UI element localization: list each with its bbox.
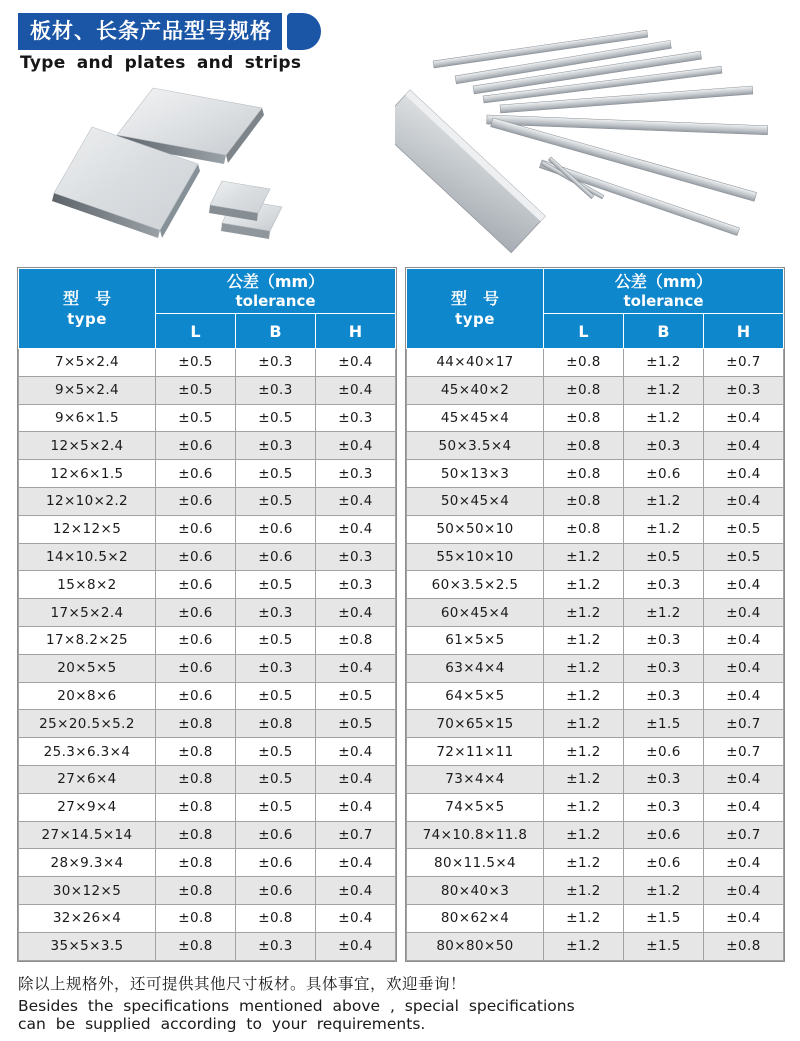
tolerance-cell: ±0.6 [236,515,316,543]
tolerance-cell: ±0.5 [236,460,316,488]
tolerance-cell: ±0.6 [156,487,236,515]
col-header-b: B [624,314,704,349]
table-row [407,654,784,682]
type-cell: 50×3.5×4 [407,432,544,460]
tolerance-label-zh: 公差（mm） [614,271,713,291]
tolerance-cell: ±0.4 [316,738,396,766]
spec-table-right [406,268,784,961]
tolerance-cell: ±1.2 [624,877,704,905]
tolerance-cell: ±0.3 [236,349,316,377]
tolerance-cell: ±0.3 [236,599,316,627]
tolerance-cell: ±0.8 [236,710,316,738]
col-header-h: H [316,314,396,349]
type-cell: 73×4×4 [407,765,544,793]
table-row [19,349,396,377]
tolerance-cell: ±0.4 [704,404,784,432]
tolerance-cell: ±0.4 [704,877,784,905]
tolerance-cell: ±0.3 [236,376,316,404]
table-row [407,849,784,877]
type-cell: 70×65×15 [407,710,544,738]
type-cell: 27×14.5×14 [19,821,156,849]
type-cell: 72×11×11 [407,738,544,766]
type-cell: 20×8×6 [19,682,156,710]
col-header-l: L [156,314,236,349]
type-cell: 60×3.5×2.5 [407,571,544,599]
tolerance-cell: ±0.4 [704,432,784,460]
title-banner [18,13,321,50]
tolerance-cell: ±0.4 [316,849,396,877]
type-cell: 27×9×4 [19,793,156,821]
type-cell: 12×6×1.5 [19,460,156,488]
tolerance-cell: ±0.5 [236,487,316,515]
tolerance-cell: ±0.3 [624,432,704,460]
tolerance-label-en: tolerance [623,291,704,310]
type-label-zh: 型 号 [62,288,111,308]
tolerance-cell: ±1.2 [624,599,704,627]
tolerance-cell: ±0.4 [704,626,784,654]
type-cell: 25×20.5×5.2 [19,710,156,738]
type-cell: 74×10.8×11.8 [407,821,544,849]
tolerance-label-en: tolerance [235,291,316,310]
type-cell: 14×10.5×2 [19,543,156,571]
type-cell: 80×80×50 [407,932,544,960]
tolerance-cell: ±0.4 [316,599,396,627]
tolerance-cell: ±0.3 [236,654,316,682]
type-cell: 32×26×4 [19,904,156,932]
tolerance-cell: ±0.6 [624,821,704,849]
tolerance-cell: ±0.8 [156,849,236,877]
type-label-en: type [67,310,107,329]
plates-photo [40,75,390,270]
page-title: 板材、长条产品型号规格 [18,13,282,50]
type-cell: 60×45×4 [407,599,544,627]
tolerance-cell: ±0.4 [316,877,396,905]
tolerance-cell: ±0.3 [316,543,396,571]
table-row [407,904,784,932]
type-cell: 17×8.2×25 [19,626,156,654]
tolerance-cell: ±0.3 [624,682,704,710]
tolerance-cell: ±0.4 [316,515,396,543]
type-cell: 63×4×4 [407,654,544,682]
tolerance-cell: ±0.8 [156,904,236,932]
type-column-header [407,269,544,349]
table-row [19,404,396,432]
tolerance-cell: ±0.4 [316,904,396,932]
tolerance-cell: ±1.2 [544,682,624,710]
spec-table-left [18,268,396,961]
tolerance-cell: ±0.7 [704,738,784,766]
tolerance-cell: ±0.4 [704,571,784,599]
type-cell: 9×6×1.5 [19,404,156,432]
tolerance-cell: ±1.2 [544,932,624,960]
table-header [407,269,784,349]
banner-cap-decoration [287,13,321,50]
footer-note [18,972,578,1034]
table-row [407,543,784,571]
tolerance-cell: ±1.2 [544,654,624,682]
footer-note-en-line1: Besides the specifications mentioned above , special specifications [18,997,575,1015]
tolerance-cell: ±0.6 [156,571,236,599]
table-row [407,710,784,738]
tolerance-cell: ±0.4 [704,654,784,682]
tolerance-cell: ±1.2 [544,821,624,849]
tolerance-cell: ±0.5 [704,543,784,571]
table-row [19,849,396,877]
tolerance-cell: ±1.2 [624,404,704,432]
tolerance-label-zh: 公差（mm） [226,271,325,291]
table-row [407,432,784,460]
tolerance-column-header [156,269,396,314]
type-label-zh: 型 号 [450,288,499,308]
tolerance-cell: ±1.5 [624,904,704,932]
tolerance-cell: ±0.8 [316,626,396,654]
table-row [19,571,396,599]
tolerance-cell: ±0.3 [624,793,704,821]
tolerance-cell: ±0.8 [544,432,624,460]
tolerance-cell: ±0.5 [704,515,784,543]
tolerance-cell: ±0.7 [704,710,784,738]
tolerance-cell: ±0.8 [544,376,624,404]
type-cell: 15×8×2 [19,571,156,599]
type-cell: 44×40×17 [407,349,544,377]
tolerance-cell: ±0.6 [156,682,236,710]
table-row [19,654,396,682]
type-cell: 50×13×3 [407,460,544,488]
table-row [19,376,396,404]
table-row [19,793,396,821]
tolerance-cell: ±0.7 [704,349,784,377]
tolerance-cell: ±0.8 [704,932,784,960]
type-cell: 12×12×5 [19,515,156,543]
table-header [19,269,396,349]
table-row [407,738,784,766]
tolerance-cell: ±0.4 [316,376,396,404]
tolerance-cell: ±0.6 [236,849,316,877]
tolerance-cell: ±0.8 [544,515,624,543]
table-row [407,349,784,377]
tolerance-cell: ±0.8 [156,765,236,793]
tolerance-cell: ±0.8 [544,349,624,377]
type-cell: 30×12×5 [19,877,156,905]
table-row [407,599,784,627]
table-row [407,765,784,793]
table-row [19,765,396,793]
tolerance-cell: ±0.3 [316,460,396,488]
metal-bar [395,90,545,253]
col-header-h: H [704,314,784,349]
tolerance-cell: ±0.3 [624,765,704,793]
tolerance-cell: ±0.4 [316,654,396,682]
tolerance-cell: ±0.5 [236,738,316,766]
table-row [19,932,396,960]
table-row [407,793,784,821]
tolerance-cell: ±0.4 [704,599,784,627]
type-cell: 35×5×3.5 [19,932,156,960]
table-row [19,432,396,460]
table-row [407,877,784,905]
type-cell: 80×11.5×4 [407,849,544,877]
tolerance-cell: ±1.2 [624,349,704,377]
type-cell: 27×6×4 [19,765,156,793]
tolerance-cell: ±0.8 [156,793,236,821]
tolerance-cell: ±1.2 [544,571,624,599]
table-row [19,738,396,766]
table-row [19,626,396,654]
type-cell: 80×40×3 [407,877,544,905]
tolerance-cell: ±0.5 [156,376,236,404]
tolerance-cell: ±0.4 [704,793,784,821]
table-row [407,515,784,543]
type-cell: 45×40×2 [407,376,544,404]
type-cell: 7×5×2.4 [19,349,156,377]
tolerance-cell: ±0.4 [704,682,784,710]
tolerance-cell: ±0.4 [316,349,396,377]
strips-photo [395,8,800,253]
tolerance-cell: ±1.2 [544,877,624,905]
type-cell: 50×50×10 [407,515,544,543]
tolerance-cell: ±0.3 [316,571,396,599]
tolerance-cell: ±0.5 [316,682,396,710]
tolerance-cell: ±0.6 [236,877,316,905]
tolerance-cell: ±0.6 [624,738,704,766]
tolerance-cell: ±0.7 [704,821,784,849]
footer-note-zh: 除以上规格外，还可提供其他尺寸板材。具体事宜，欢迎垂询！ [18,975,467,993]
table-row [407,932,784,960]
type-cell: 12×5×2.4 [19,432,156,460]
page-subtitle: Type and plates and strips [20,53,302,73]
tolerance-cell: ±0.5 [236,571,316,599]
tolerance-cell: ±0.5 [624,543,704,571]
tolerance-cell: ±1.2 [544,904,624,932]
table-row [19,599,396,627]
tolerance-cell: ±1.5 [624,932,704,960]
type-cell: 50×45×4 [407,487,544,515]
table-row [407,571,784,599]
tolerance-cell: ±0.8 [156,932,236,960]
tolerance-cell: ±1.2 [624,515,704,543]
table-row [19,487,396,515]
tolerance-cell: ±0.5 [236,404,316,432]
tolerance-cell: ±0.4 [316,487,396,515]
tolerance-cell: ±0.3 [624,654,704,682]
type-cell: 17×5×2.4 [19,599,156,627]
type-cell: 80×62×4 [407,904,544,932]
tolerance-cell: ±0.6 [156,543,236,571]
table-row [19,710,396,738]
table-row [407,404,784,432]
tolerance-cell: ±0.5 [236,793,316,821]
table-row [407,821,784,849]
type-column-header [19,269,156,349]
type-cell: 12×10×2.2 [19,487,156,515]
type-cell: 61×5×5 [407,626,544,654]
tolerance-cell: ±0.6 [624,849,704,877]
tolerance-cell: ±0.6 [156,460,236,488]
tolerance-cell: ±1.2 [544,543,624,571]
tolerance-cell: ±0.6 [236,821,316,849]
tolerance-cell: ±0.4 [704,904,784,932]
tolerance-cell: ±0.4 [704,460,784,488]
tolerance-cell: ±0.4 [704,487,784,515]
type-cell: 74×5×5 [407,793,544,821]
tolerance-cell: ±0.4 [704,849,784,877]
type-label-en: type [455,310,495,329]
type-cell: 25.3×6.3×4 [19,738,156,766]
tolerance-cell: ±1.2 [544,710,624,738]
tolerance-cell: ±0.5 [236,626,316,654]
tolerance-cell: ±1.2 [544,849,624,877]
tolerance-cell: ±0.5 [316,710,396,738]
tolerance-cell: ±0.4 [316,765,396,793]
tolerance-cell: ±0.3 [236,932,316,960]
tolerance-column-header [544,269,784,314]
tolerance-cell: ±0.5 [156,404,236,432]
col-header-b: B [236,314,316,349]
tolerance-cell: ±0.3 [236,432,316,460]
type-cell: 28×9.3×4 [19,849,156,877]
tolerance-cell: ±1.2 [544,599,624,627]
tolerance-cell: ±0.6 [624,460,704,488]
table-row [407,376,784,404]
tolerance-cell: ±0.6 [156,626,236,654]
table-row [407,682,784,710]
tolerance-cell: ±0.3 [624,626,704,654]
tolerance-cell: ±0.4 [316,432,396,460]
table-body [19,349,396,961]
tolerance-cell: ±0.4 [316,793,396,821]
tolerance-cell: ±0.8 [544,460,624,488]
tolerance-cell: ±0.6 [236,543,316,571]
type-cell: 9×5×2.4 [19,376,156,404]
type-cell: 20×5×5 [19,654,156,682]
tolerance-cell: ±0.4 [704,765,784,793]
table-row [19,877,396,905]
tolerance-cell: ±0.5 [236,765,316,793]
tolerance-cell: ±0.8 [544,487,624,515]
tolerance-cell: ±0.6 [156,599,236,627]
spec-tables [18,268,784,961]
type-cell: 45×45×4 [407,404,544,432]
tolerance-cell: ±0.3 [704,376,784,404]
tolerance-cell: ±0.5 [236,682,316,710]
footer-note-en-line2: can be supplied according to your requirements. [18,1015,426,1034]
tolerance-cell: ±0.8 [236,904,316,932]
tolerance-cell: ±0.7 [316,821,396,849]
tolerance-cell: ±1.2 [624,487,704,515]
tolerance-cell: ±0.8 [156,877,236,905]
tolerance-cell: ±0.3 [316,404,396,432]
table-row [19,515,396,543]
table-row [19,682,396,710]
table-row [407,626,784,654]
tolerance-cell: ±0.3 [624,571,704,599]
table-row [19,543,396,571]
tolerance-cell: ±1.2 [624,376,704,404]
table-row [19,821,396,849]
tolerance-cell: ±0.6 [156,432,236,460]
table-row [407,460,784,488]
tolerance-cell: ±0.6 [156,654,236,682]
tolerance-cell: ±1.2 [544,793,624,821]
tolerance-cell: ±0.6 [156,515,236,543]
tolerance-cell: ±0.8 [544,404,624,432]
tolerance-cell: ±1.2 [544,626,624,654]
type-cell: 64×5×5 [407,682,544,710]
col-header-l: L [544,314,624,349]
table-body [407,349,784,961]
tolerance-cell: ±1.2 [544,765,624,793]
metal-strip [539,160,739,236]
tolerance-cell: ±0.8 [156,821,236,849]
tolerance-cell: ±1.5 [624,710,704,738]
table-row [19,460,396,488]
tolerance-cell: ±0.8 [156,710,236,738]
tolerance-cell: ±0.8 [156,738,236,766]
table-row [19,904,396,932]
tolerance-cell: ±0.5 [156,349,236,377]
table-row [407,487,784,515]
type-cell: 55×10×10 [407,543,544,571]
tolerance-cell: ±1.2 [544,738,624,766]
tolerance-cell: ±0.4 [316,932,396,960]
